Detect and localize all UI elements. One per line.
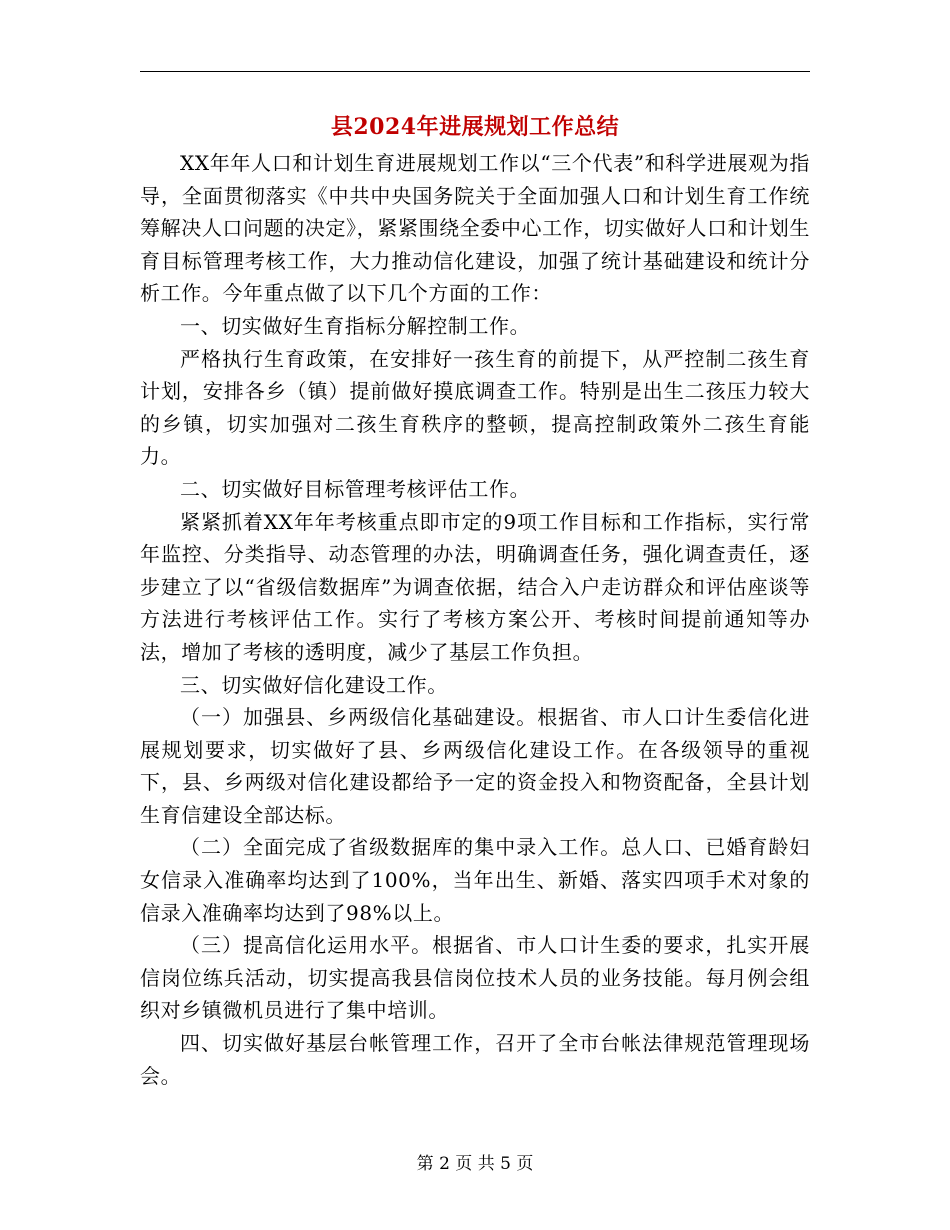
header-rule	[140, 71, 810, 72]
document-title: 县2024年进展规划工作总结	[330, 114, 620, 140]
intro-paragraph: XX年年人口和计划生育进展规划工作以“三个代表”和科学进展观为指导，全面贯彻落实《中共中央国务院关于全面加强人口和计划生育工作统筹解决人口问题的决定》，紧紧围绕全委中心工作，切实做好人口和计划生育目标管理考核工作，大力推动信化建设，加强了统计基础建设和统计分析工作。今年重点做了以下几个方面的工作：	[140, 151, 810, 306]
section-heading-4: 四、切实做好基层台帐管理工作，召开了全市台帐法律规范管理现场会。	[140, 1031, 810, 1088]
body-paragraph: （二）全面完成了省级数据库的集中录入工作。总人口、已婚育龄妇女信录入准确率均达到了100%，当年出生、新婚、落实四项手术对象的信录入准确率均达到了98%以上。	[140, 835, 810, 925]
section-heading-1: 一、切实做好生育指标分解控制工作。	[180, 313, 531, 338]
body-paragraph: （一）加强县、乡两级信化基础建设。根据省、市人口计生委信化进展规划要求，切实做好了县、乡两级信化建设工作。在各级领导的重视下，县、乡两级对信化建设都给予一定的资金投入和物资配备，全县计划生育信建设全部达标。	[140, 705, 810, 827]
document-body	[140, 147, 810, 1092]
page-number-footer: 第 2 页 共 5 页	[416, 1154, 534, 1174]
body-paragraph: 严格执行生育政策，在安排好一孩生育的前提下，从严控制二孩生育计划，安排各乡（镇）提前做好摸底调查工作。特别是出生二孩压力较大的乡镇，切实加强对二孩生育秩序的整顿，提高控制政策外二孩生育能力。	[140, 346, 810, 469]
body-paragraph: 紧紧抓着XX年年考核重点即市定的9项工作目标和工作指标，实行常年监控、分类指导、动态管理的办法，明确调查任务，强化调查责任，逐步建立了以“省级信数据库”为调查依据，结合入户走访群众和评估座谈等方法进行考核评估工作。实行了考核方案公开、考核时间提前通知等办法，增加了考核的透明度，减少了基层工作负担。	[140, 509, 810, 664]
body-paragraph: （三）提高信化运用水平。根据省、市人口计生委的要求，扎实开展信岗位练兵活动，切实提高我县信岗位技术人员的业务技能。每月例会组织对乡镇微机员进行了集中培训。	[140, 933, 810, 1023]
section-heading-3: 三、切实做好信化建设工作。	[180, 672, 448, 697]
section-heading-2: 二、切实做好目标管理考核评估工作。	[180, 476, 531, 501]
